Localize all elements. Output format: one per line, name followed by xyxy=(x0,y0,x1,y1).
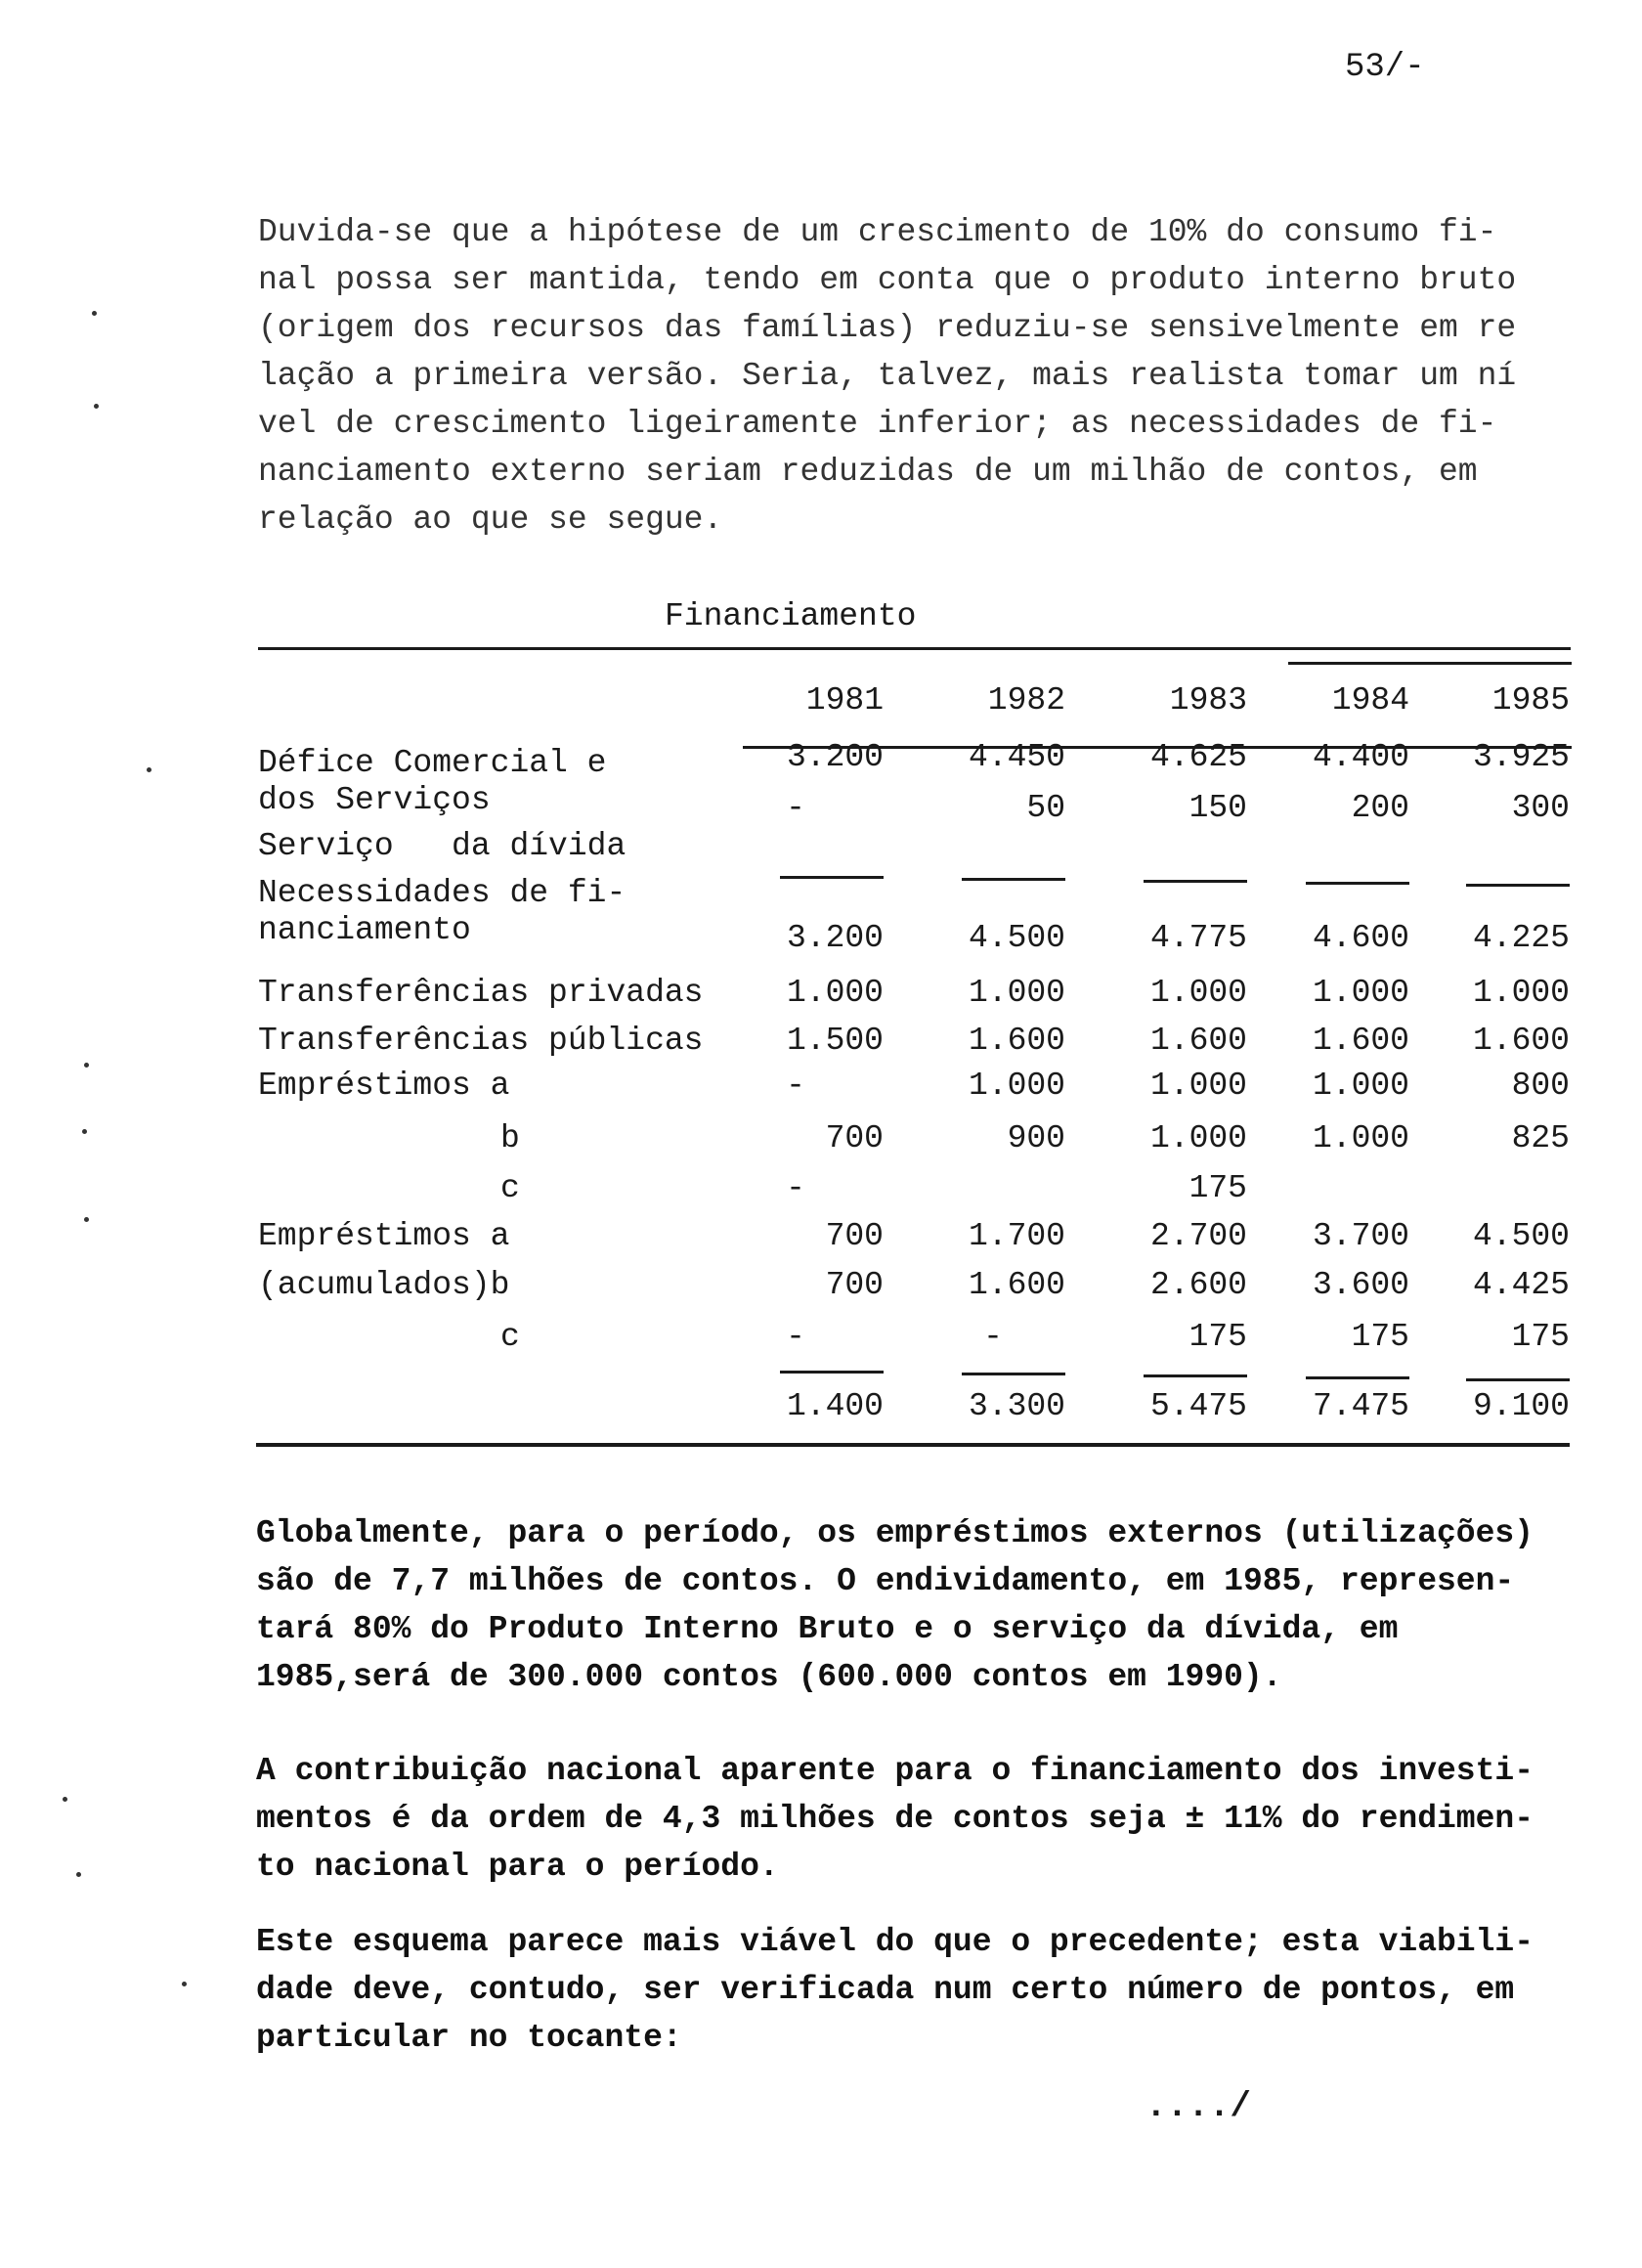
table-cell: 1.500 xyxy=(786,1023,884,1059)
contribution-paragraph: A contribuição nacional aparente para o financiamento dos investi- mentos é da ordem de 4,3 milhões de contos seja ± 11% do rendimen- to nacional para o período. xyxy=(256,1753,1534,1885)
year-header: 1983 xyxy=(1169,682,1247,719)
table-cell: 4.500 xyxy=(1472,1218,1570,1254)
table-cell: 1.600 xyxy=(968,1267,1065,1303)
table-cell: 3.925 xyxy=(1472,739,1570,775)
table-cell: 2.700 xyxy=(1149,1218,1247,1254)
table-cell: 700 xyxy=(825,1267,884,1303)
table-cell: 2.600 xyxy=(1149,1267,1247,1303)
subtotal-rule xyxy=(1144,880,1247,883)
table-cell: 1.000 xyxy=(1312,1120,1409,1156)
table-cell: 1.700 xyxy=(968,1218,1065,1254)
table-cell: - xyxy=(786,1170,805,1206)
row-label: Défice Comercial e dos Serviços xyxy=(258,745,607,818)
subtotal-rule xyxy=(1306,882,1409,885)
row-label: Serviço da dívida xyxy=(258,828,627,864)
table-cell: - xyxy=(786,1068,805,1104)
total-rule xyxy=(1144,1374,1247,1377)
global-paragraph: Globalmente, para o período, os empréstimos externos (utilizações) são de 7,7 milhões de contos. O endividamento, em 1985, represen- tará 80% do Produto Interno Bruto e o serviço da dívida, em 1985,será de 300.000 contos (600.000 contos em 1990). xyxy=(256,1515,1534,1695)
table-cell: 1.000 xyxy=(1472,975,1570,1011)
total-rule xyxy=(1466,1378,1570,1381)
total-cell: 5.475 xyxy=(1149,1388,1247,1424)
table-cell: 1.600 xyxy=(1312,1023,1409,1059)
margin-speck xyxy=(182,1982,187,1986)
row-sublabel: b xyxy=(500,1120,520,1156)
total-cell: 7.475 xyxy=(1312,1388,1409,1424)
scheme-paragraph: Este esquema parece mais viável do que o precedente; esta viabili- dade deve, contudo, ser verificada num certo número de pontos, em particular no tocante: xyxy=(256,1924,1534,2056)
table-cell: 1.000 xyxy=(1149,1120,1247,1156)
table-cell: 1.000 xyxy=(1149,1068,1247,1104)
table-cell: - xyxy=(983,1319,1003,1355)
total-rule xyxy=(1306,1376,1409,1379)
subtotal-rule xyxy=(962,878,1065,881)
table-cell: 700 xyxy=(825,1120,884,1156)
table-cell: - xyxy=(786,790,805,826)
margin-speck xyxy=(63,1797,67,1802)
row-label: Necessidades de fi- nanciamento xyxy=(258,875,627,948)
total-cell: 3.300 xyxy=(968,1388,1065,1424)
table-cell: 4.775 xyxy=(1149,920,1247,956)
margin-speck xyxy=(94,404,99,409)
table-title: Financiamento xyxy=(665,598,917,634)
table-cell: 1.000 xyxy=(968,975,1065,1011)
table-cell: 175 xyxy=(1188,1170,1247,1206)
margin-speck xyxy=(84,1063,89,1068)
total-cell: 1.400 xyxy=(786,1388,884,1424)
subtotal-rule xyxy=(780,876,884,879)
margin-speck xyxy=(82,1129,87,1134)
table-cell: 3.200 xyxy=(786,920,884,956)
margin-speck xyxy=(92,311,97,316)
year-header: 1981 xyxy=(805,682,884,719)
table-cell: 300 xyxy=(1511,790,1570,826)
table-cell: 4.600 xyxy=(1312,920,1409,956)
table-cell: 4.225 xyxy=(1472,920,1570,956)
table-cell: 800 xyxy=(1511,1068,1570,1104)
subtotal-rule xyxy=(1466,884,1570,887)
total-rule xyxy=(962,1373,1065,1375)
year-header: 1985 xyxy=(1491,682,1570,719)
table-cell: - xyxy=(786,1319,805,1355)
table-cell: 1.000 xyxy=(1149,975,1247,1011)
table-cell: 150 xyxy=(1188,790,1247,826)
row-label: Transferências públicas xyxy=(258,1023,704,1059)
row-label: (acumulados)b xyxy=(258,1267,510,1303)
table-cell: 4.500 xyxy=(968,920,1065,956)
page-number: 53/- xyxy=(1345,49,1425,86)
table-top-rule xyxy=(258,647,1571,650)
table-cell: 3.700 xyxy=(1312,1218,1409,1254)
table-cell: 1.600 xyxy=(1149,1023,1247,1059)
table-cell: 4.400 xyxy=(1312,739,1409,775)
table-cell: 200 xyxy=(1351,790,1409,826)
row-label: Transferências privadas xyxy=(258,975,704,1011)
table-cell: 175 xyxy=(1351,1319,1409,1355)
row-sublabel: c xyxy=(500,1170,520,1206)
table-cell: 3.600 xyxy=(1312,1267,1409,1303)
table-cell: 1.000 xyxy=(786,975,884,1011)
table-cell: 1.000 xyxy=(1312,1068,1409,1104)
table-cell: 1.000 xyxy=(968,1068,1065,1104)
table-cell: 900 xyxy=(1007,1120,1065,1156)
row-label: Empréstimos a xyxy=(258,1218,510,1254)
total-cell: 9.100 xyxy=(1472,1388,1570,1424)
table-cell: 700 xyxy=(825,1218,884,1254)
table-cell: 175 xyxy=(1188,1319,1247,1355)
table-cell: 825 xyxy=(1511,1120,1570,1156)
margin-speck xyxy=(84,1217,89,1222)
header-top-rule xyxy=(1288,662,1572,665)
margin-speck xyxy=(147,767,151,772)
row-sublabel: c xyxy=(500,1319,520,1355)
continuation-mark: ..../ xyxy=(1145,2086,1252,2126)
total-rule xyxy=(780,1371,884,1374)
table-cell: 1.600 xyxy=(968,1023,1065,1059)
intro-paragraph: Duvida-se que a hipótese de um crescimento de 10% do consumo fi- nal possa ser mantida, tendo em conta que o produto interno bruto (origem dos recursos das famílias) reduziu-se sensivelmente em re lação a primeira versão. Seria, talvez, mais realista tomar um ní vel de crescimento ligeiramente inferior; as necessidades de fi- nanciamento externo seriam reduzidas de um milhão de contos, em relação ao que se segue. xyxy=(258,214,1517,538)
table-bottom-rule xyxy=(256,1443,1570,1447)
table-cell: 1.600 xyxy=(1472,1023,1570,1059)
year-header: 1984 xyxy=(1331,682,1409,719)
table-cell: 3.200 xyxy=(786,739,884,775)
table-cell: 50 xyxy=(1026,790,1065,826)
year-header: 1982 xyxy=(987,682,1065,719)
table-cell: 4.625 xyxy=(1149,739,1247,775)
row-label: Empréstimos a xyxy=(258,1068,510,1104)
table-cell: 175 xyxy=(1511,1319,1570,1355)
table-cell: 1.000 xyxy=(1312,975,1409,1011)
table-cell: 4.450 xyxy=(968,739,1065,775)
margin-speck xyxy=(76,1872,81,1877)
table-cell: 4.425 xyxy=(1472,1267,1570,1303)
